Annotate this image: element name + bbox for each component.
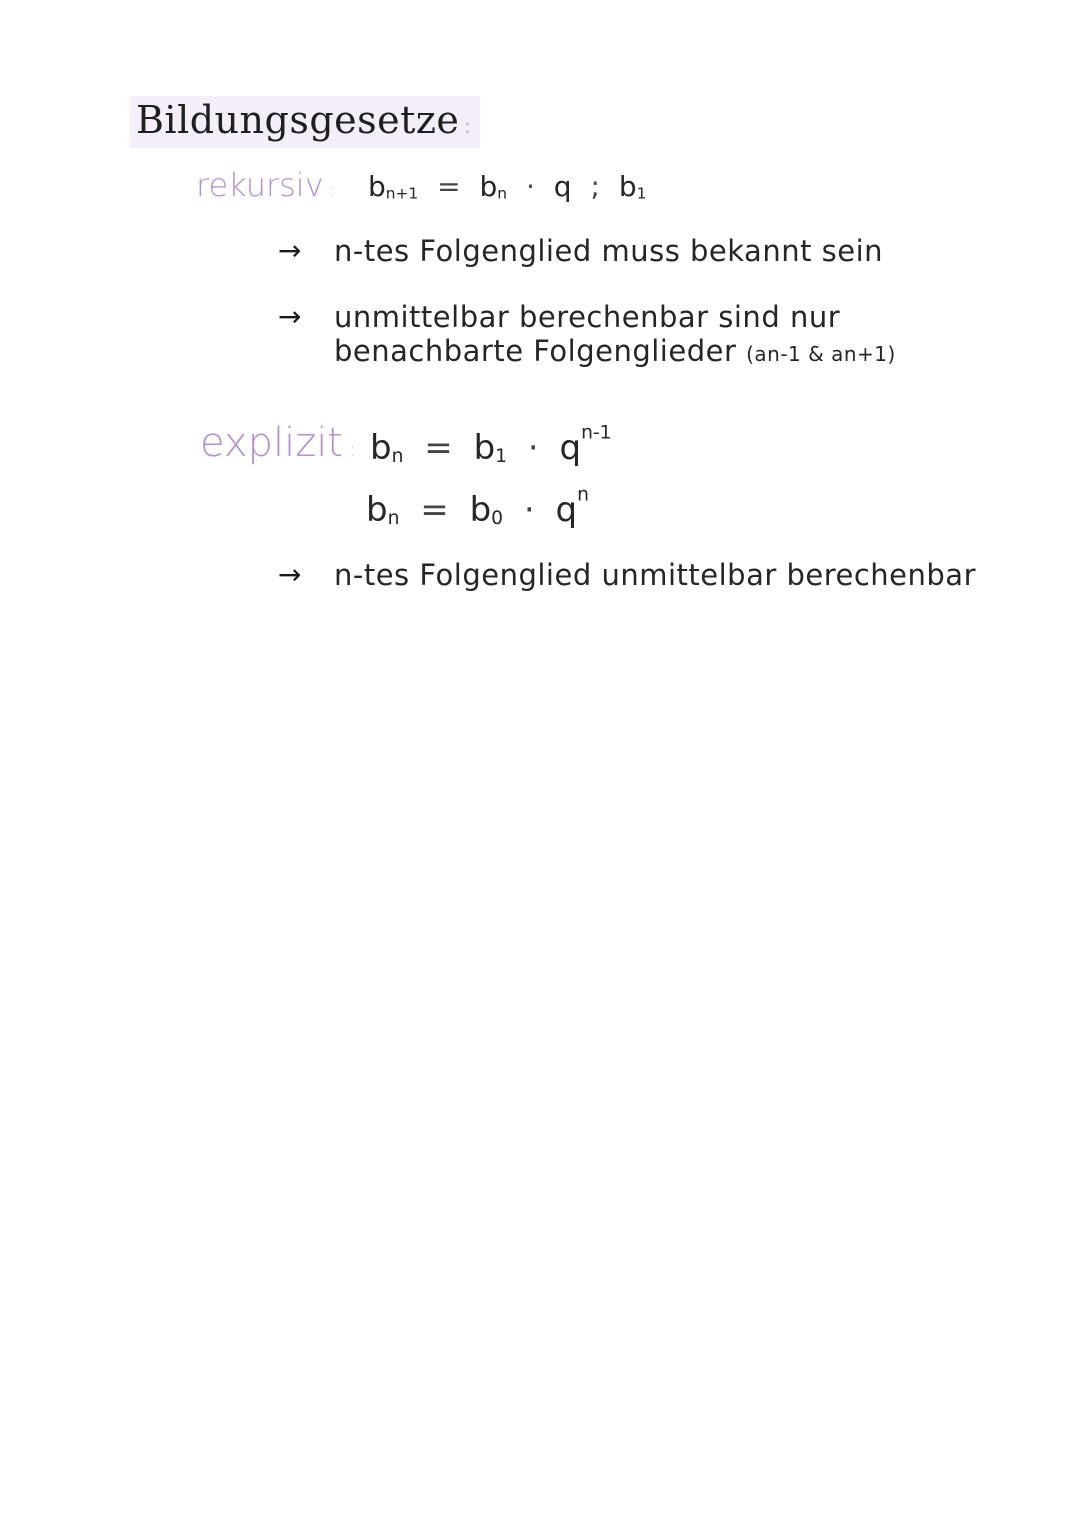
bullet-line-1: unmittelbar berechenbar sind nur [334,300,841,334]
formula-lhs-sub: n [387,507,400,529]
arrow-right-icon: → [278,558,302,591]
formula-factor-q: q [553,170,572,203]
arrow-right-icon: → [278,300,302,333]
formula-factor-q: q [555,489,578,530]
bullet-text: n-tes Folgenglied unmittelbar berechenbar [334,558,977,592]
rekursiv-bullet-1 [278,234,883,268]
formula-separator: ; [590,170,600,203]
formula-rhs-base: b [469,489,492,530]
formula-lhs [368,170,418,203]
formula-lhs-sub: n+1 [385,184,419,203]
formula-lhs [366,490,399,530]
explicit-formula-2 [366,484,589,530]
formula-power [559,422,612,468]
explizit-label-text: explizit [200,420,343,466]
formula-lhs-sub: n [391,445,404,467]
page-title [130,96,480,148]
rekursiv-label [196,166,336,204]
formula-exponent: n-1 [581,422,612,443]
explizit-label-colon: : [349,437,356,461]
formula-start-sub: 1 [636,184,647,203]
page-title-text: Bildungsgesetze [136,98,460,142]
rekursiv-label-colon: : [329,177,337,201]
page-title-colon: : [463,111,473,139]
equals-sign: = [437,170,461,203]
formula-rhs-sub: n [497,184,508,203]
multiply-dot: · [525,170,535,203]
bullet-note: (an-1 & an+1) [746,342,896,366]
formula-rhs [474,428,507,468]
explizit-label [200,420,356,466]
formula-exponent: n [577,484,589,505]
formula-power [555,484,589,530]
arrow-right-icon: → [278,234,302,267]
formula-lhs [370,428,403,468]
bullet-text: n-tes Folgenglied muss bekannt sein [334,234,884,268]
bullet-text [334,300,896,371]
formula-factor-q: q [559,427,582,468]
formula-rhs-base: b [479,170,498,203]
explizit-bullet [278,558,976,592]
explicit-formula-1 [370,422,612,468]
rekursiv-label-text: rekursiv [196,166,324,204]
rekursiv-bullet-2 [278,300,896,371]
equals-sign: = [424,427,453,468]
formula-start-term [619,170,647,203]
formula-lhs-base: b [366,489,388,530]
formula-lhs-base: b [370,427,392,468]
formula-start-base: b [618,170,637,203]
formula-rhs [470,490,503,530]
multiply-dot: · [527,427,539,468]
bullet-line-2: benachbarte Folgenglieder [334,334,737,368]
formula-rhs-sub: 0 [491,507,504,529]
formula-lhs-base: b [368,170,386,203]
recursive-formula [368,170,646,203]
equals-sign: = [420,489,449,530]
formula-rhs-sub: 1 [495,445,508,467]
formula-rhs [480,170,508,203]
formula-rhs-base: b [473,427,496,468]
multiply-dot: · [523,489,535,530]
